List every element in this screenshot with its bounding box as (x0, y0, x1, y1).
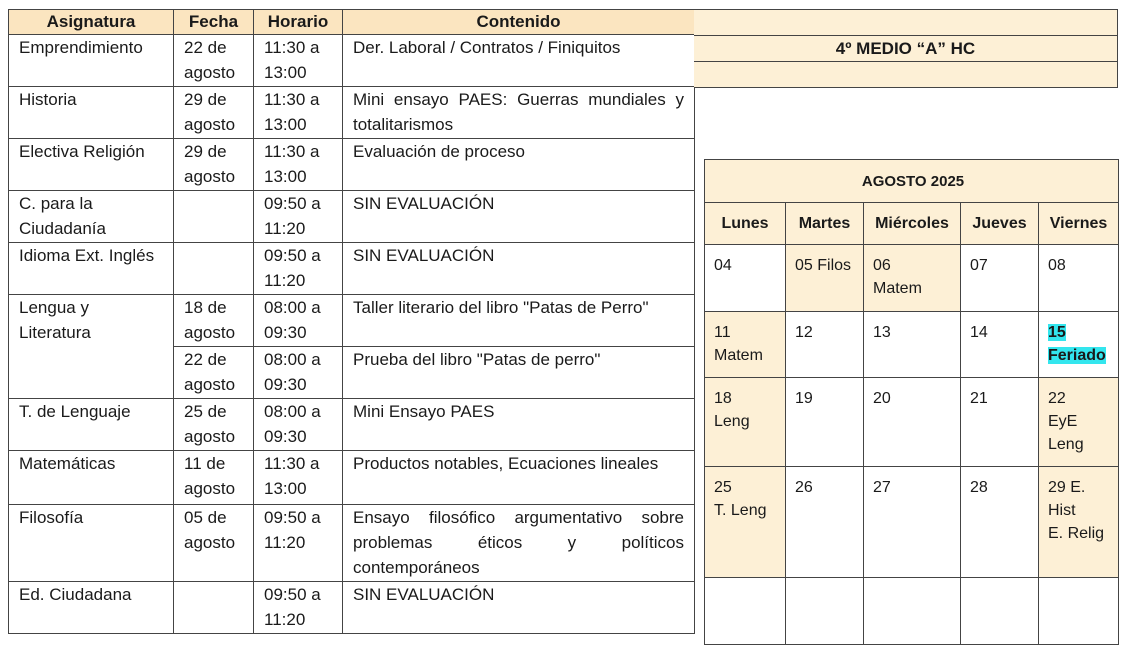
calendar-day-cell (705, 578, 786, 645)
calendar-day-number: 14 (970, 324, 988, 341)
calendar-day-cell (1039, 245, 1119, 312)
calendar-day-cell (864, 245, 961, 312)
table-header-row (9, 10, 695, 35)
cell-contenido: Der. Laboral / Contratos / Finiquitos (343, 35, 695, 87)
cell-horario: 09:50 a 11:20 (254, 505, 343, 582)
calendar-day-number: 21 (970, 390, 988, 407)
calendar-title: AGOSTO 2025 (705, 160, 1119, 203)
cell-horario: 11:30 a 13:00 (254, 35, 343, 87)
cell-asignatura: Ed. Ciudadana (9, 582, 174, 634)
calendar-week-row (705, 578, 1119, 645)
cell-asignatura: Matemáticas (9, 451, 174, 505)
calendar-day-number: 25 (714, 479, 732, 496)
calendar-day-cell (786, 245, 864, 312)
cell-horario: 08:00 a 09:30 (254, 295, 343, 347)
calendar-day-number: 12 (795, 324, 813, 341)
cell-asignatura: T. de Lenguaje (9, 399, 174, 451)
header-horario: Horario (254, 10, 343, 35)
table-row (9, 191, 695, 243)
cell-horario: 11:30 a 13:00 (254, 139, 343, 191)
cell-fecha: 22 de agosto (174, 347, 254, 399)
calendar-weekday-row (705, 203, 1119, 245)
class-box-top (694, 10, 1117, 36)
cell-contenido: Mini Ensayo PAES (343, 399, 695, 451)
calendar-day-note: Matem (873, 280, 922, 297)
calendar-day-number: 11 (714, 324, 731, 341)
cell-horario: 08:00 a 09:30 (254, 399, 343, 451)
class-header-box (694, 9, 1118, 88)
calendar-day-cell (961, 578, 1039, 645)
cell-fecha: 25 de agosto (174, 399, 254, 451)
cell-horario: 09:50 a 11:20 (254, 582, 343, 634)
calendar-day-number: 22 (1048, 390, 1066, 407)
table-row (9, 87, 695, 139)
calendar-day-cell (864, 467, 961, 578)
calendar-day-number: 05 Filos (795, 257, 852, 274)
calendar-day-note: EyE Leng (1048, 413, 1084, 453)
cell-asignatura: Electiva Religión (9, 139, 174, 191)
cell-horario: 08:00 a 09:30 (254, 347, 343, 399)
table-row (9, 243, 695, 295)
calendar-day-note: T. Leng (714, 502, 767, 519)
weekday-friday: Viernes (1039, 203, 1119, 245)
calendar-day-note: Hist E. Relig (1048, 502, 1105, 542)
calendar-week-row (705, 378, 1119, 467)
class-box-bottom (694, 62, 1117, 87)
cell-asignatura: Historia (9, 87, 174, 139)
calendar-day-cell (786, 378, 864, 467)
cell-horario: 09:50 a 11:20 (254, 243, 343, 295)
calendar-august (704, 159, 1119, 645)
cell-contenido: SIN EVALUACIÓN (343, 191, 695, 243)
cell-contenido: Mini ensayo PAES: Guerras mundiales y totalitarismos (343, 87, 695, 139)
calendar-day-cell (864, 578, 961, 645)
calendar-title-row (705, 160, 1119, 203)
cell-horario: 11:30 a 13:00 (254, 451, 343, 505)
calendar-day-cell (705, 467, 786, 578)
calendar-day-number: 13 (873, 324, 891, 341)
calendar-day-number: 20 (873, 390, 891, 407)
class-title: 4º MEDIO “A” HC (694, 36, 1117, 62)
cell-fecha: 29 de agosto (174, 87, 254, 139)
weekday-tuesday: Martes (786, 203, 864, 245)
weekday-thursday: Jueves (961, 203, 1039, 245)
calendar-day-note: Feriado (1048, 347, 1106, 364)
calendar-day-cell (1039, 312, 1119, 378)
calendar-day-note: Leng (714, 413, 750, 430)
calendar-week-row (705, 245, 1119, 312)
table-row (9, 139, 695, 191)
calendar-day-cell (864, 378, 961, 467)
table-row (9, 451, 695, 505)
header-contenido: Contenido (343, 10, 695, 35)
calendar-day-number: 06 (873, 257, 891, 274)
cell-asignatura: Emprendimiento (9, 35, 174, 87)
cell-asignatura: Lengua y Literatura (9, 295, 174, 399)
cell-asignatura: C. para la Ciudadanía (9, 191, 174, 243)
cell-contenido: Prueba del libro "Patas de perro" (343, 347, 695, 399)
calendar-day-cell (1039, 578, 1119, 645)
calendar-day-cell (1039, 378, 1119, 467)
calendar-day-number: 19 (795, 390, 813, 407)
calendar-day-number: 07 (970, 257, 988, 274)
table-row (9, 582, 695, 634)
weekday-wednesday: Miércoles (864, 203, 961, 245)
cell-fecha (174, 582, 254, 634)
table-row (9, 399, 695, 451)
cell-fecha: 18 de agosto (174, 295, 254, 347)
calendar-day-number: 08 (1048, 257, 1066, 274)
cell-horario: 09:50 a 11:20 (254, 191, 343, 243)
calendar-day-cell (961, 378, 1039, 467)
table-row (9, 295, 695, 347)
calendar-day-cell (705, 245, 786, 312)
header-asignatura: Asignatura (9, 10, 174, 35)
cell-contenido: Ensayo filosófico argumentativo sobre problemas éticos y políticos contemporáneos (343, 505, 695, 582)
calendar-day-cell (786, 467, 864, 578)
weekday-monday: Lunes (705, 203, 786, 245)
cell-contenido: Taller literario del libro "Patas de Perro" (343, 295, 695, 347)
cell-contenido: SIN EVALUACIÓN (343, 582, 695, 634)
calendar-day-cell (961, 467, 1039, 578)
calendar-day-cell (705, 378, 786, 467)
cell-fecha (174, 243, 254, 295)
cell-fecha: 05 de agosto (174, 505, 254, 582)
cell-contenido: Productos notables, Ecuaciones lineales (343, 451, 695, 505)
calendar-day-number: 29 E. (1048, 479, 1086, 496)
header-fecha: Fecha (174, 10, 254, 35)
calendar-day-cell (961, 245, 1039, 312)
table-row (9, 35, 695, 87)
cell-contenido: Evaluación de proceso (343, 139, 695, 191)
evaluation-table (8, 9, 695, 634)
calendar-day-note: Matem (714, 347, 763, 364)
calendar-week-row (705, 312, 1119, 378)
cell-fecha: 22 de agosto (174, 35, 254, 87)
calendar-day-number: 15 (1048, 324, 1066, 341)
calendar-day-cell (786, 578, 864, 645)
calendar-day-cell (786, 312, 864, 378)
calendar-day-number: 26 (795, 479, 813, 496)
calendar-day-number: 27 (873, 479, 891, 496)
calendar-day-number: 04 (714, 257, 732, 274)
calendar-week-row (705, 467, 1119, 578)
cell-horario: 11:30 a 13:00 (254, 87, 343, 139)
calendar-day-number: 28 (970, 479, 988, 496)
cell-asignatura: Idioma Ext. Inglés (9, 243, 174, 295)
calendar-day-cell (864, 312, 961, 378)
cell-fecha: 29 de agosto (174, 139, 254, 191)
calendar-day-cell (705, 312, 786, 378)
calendar-day-cell (961, 312, 1039, 378)
calendar-day-cell (1039, 467, 1119, 578)
cell-asignatura: Filosofía (9, 505, 174, 582)
cell-fecha: 11 de agosto (174, 451, 254, 505)
calendar-day-number: 18 (714, 390, 732, 407)
cell-fecha (174, 191, 254, 243)
table-row (9, 505, 695, 582)
cell-contenido: SIN EVALUACIÓN (343, 243, 695, 295)
